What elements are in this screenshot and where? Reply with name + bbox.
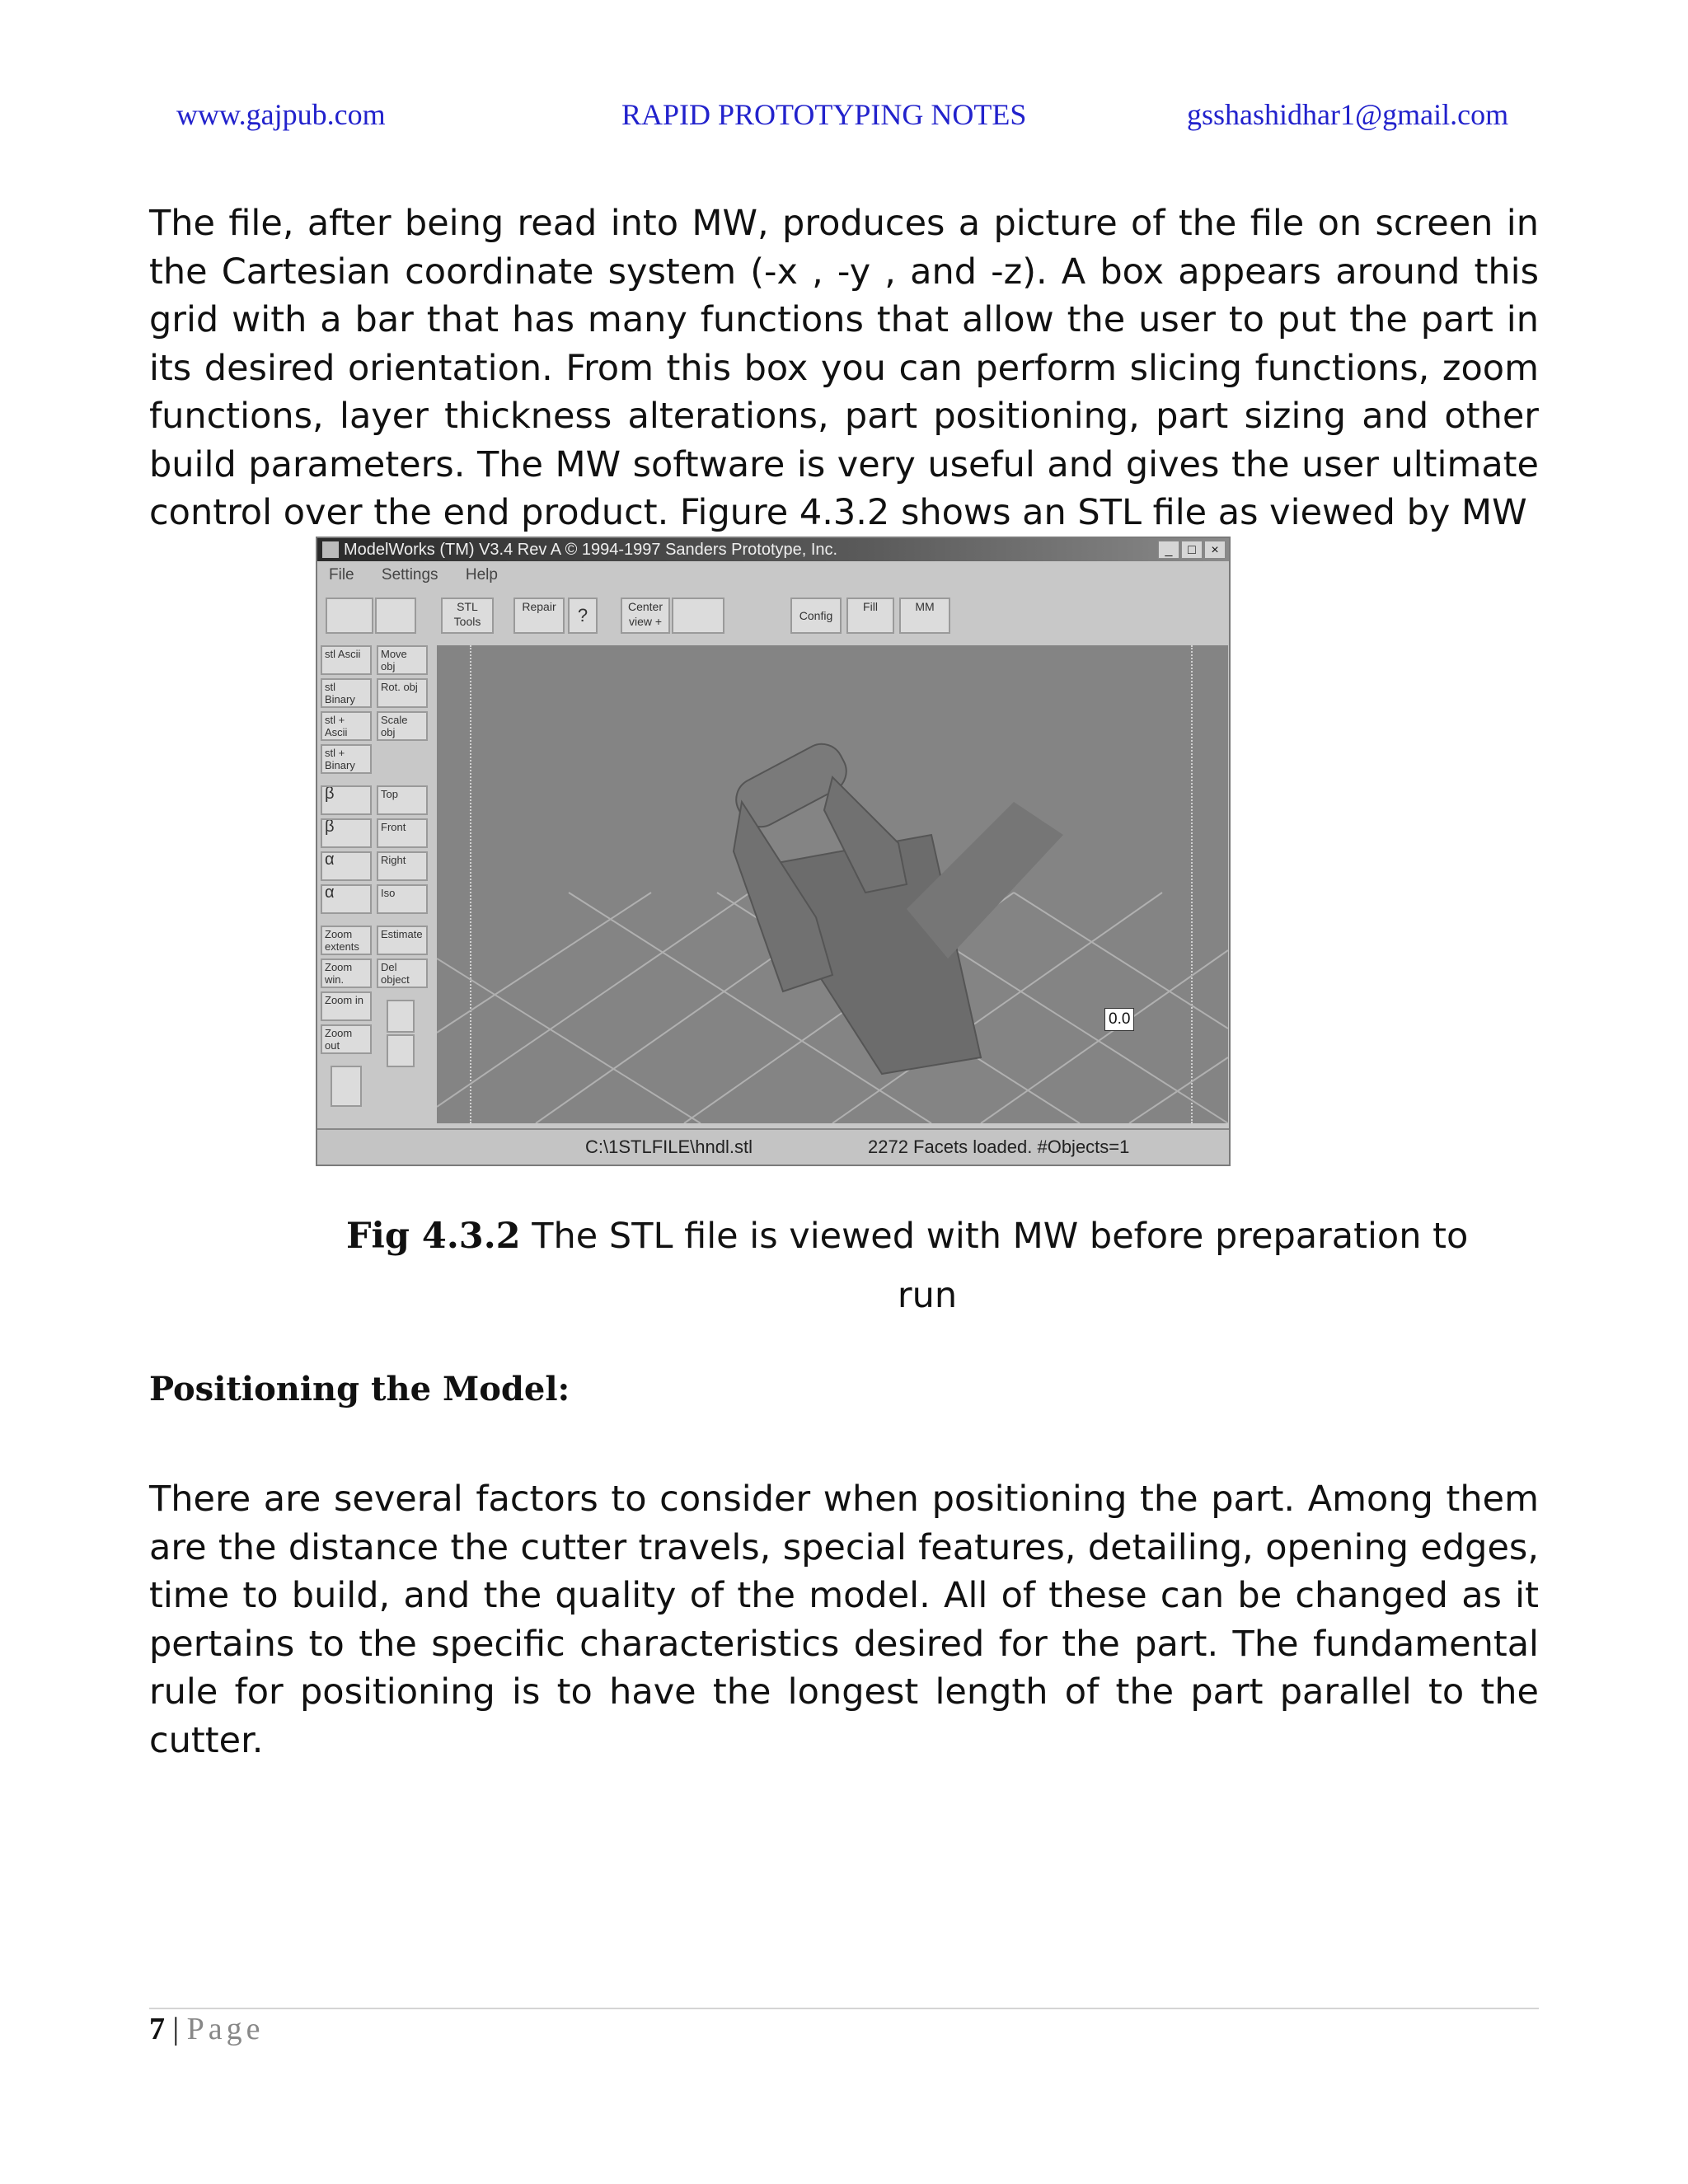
menu-help[interactable]: Help [465, 566, 498, 583]
build-grid [437, 645, 1228, 1123]
toolbar-mm-button[interactable]: MM [899, 598, 950, 634]
stl-plus-binary-button[interactable]: stl + Binary [321, 744, 372, 774]
header-email[interactable]: gsshashidhar1@gmail.com [1187, 98, 1509, 131]
close-button[interactable]: × [1204, 541, 1226, 559]
stl-binary-button[interactable]: stl Binary [321, 678, 372, 708]
stl-plus-ascii-button[interactable]: stl + Ascii [321, 711, 372, 741]
body-paragraph-2: There are several factors to consider when positioning the part. Among them are the distance the cutter travels, special features, detailing, opening edges, time to build, and the quality of the model. All of these can be changed as it pertains to the specific characteristics desired for the part. The fundamental rule for positioning is to have the longest length of the part parallel to the cutter. [149, 1479, 1539, 1761]
page-number: 7 [149, 2012, 165, 2046]
toolbar-cut-icon[interactable] [672, 598, 724, 634]
view-right-button[interactable]: Right [377, 851, 428, 881]
app-icon [322, 541, 339, 558]
alpha-rotate-button-1[interactable]: α [321, 851, 372, 881]
window-titlebar [317, 538, 1229, 561]
page-header [0, 97, 1688, 138]
view-front-button[interactable]: Front [377, 818, 428, 848]
caption-text-line-1: The STL file is viewed with MW before preparation to [532, 1216, 1469, 1257]
menu-file[interactable]: File [329, 566, 354, 583]
menu-bar [317, 563, 1229, 588]
page-word: Page [186, 2012, 265, 2046]
window-controls [1158, 541, 1226, 559]
view-iso-button[interactable]: Iso [377, 884, 428, 914]
caption-text-line-2: run [897, 1275, 958, 1316]
status-file-path: C:\1STLFILE\hndl.stl [585, 1137, 753, 1157]
beta-rotate-button-2[interactable]: β [321, 818, 372, 848]
stl-ascii-button[interactable]: stl Ascii [321, 645, 372, 675]
toolbar-fill-button[interactable]: Fill [846, 598, 894, 634]
toolbar-part-icon[interactable] [375, 598, 416, 634]
footer-separator: | [165, 2012, 187, 2046]
layer-down-icon[interactable] [387, 1034, 415, 1067]
footer-divider [149, 2008, 1539, 2009]
menu-settings[interactable]: Settings [381, 566, 438, 583]
toolbar-open-icon[interactable] [326, 598, 373, 634]
tool-sidebar [321, 645, 434, 1123]
slice-icon[interactable] [331, 1066, 362, 1107]
stl-part-model [729, 737, 1063, 1074]
view-top-button[interactable]: Top [377, 785, 428, 815]
alpha-rotate-button-2[interactable]: α [321, 884, 372, 914]
page-footer [149, 2011, 264, 2047]
zoom-in-button[interactable]: Zoom in [321, 991, 372, 1021]
toolbar-help-button[interactable]: ? [568, 598, 598, 634]
figure-label: Fig 4.3.2 [346, 1216, 521, 1257]
beta-rotate-button-1[interactable]: β [321, 785, 372, 815]
status-facets-info: 2272 Facets loaded. #Objects=1 [868, 1137, 1130, 1157]
zoom-window-button[interactable]: Zoom win. [321, 958, 372, 988]
figure-caption [346, 1207, 1508, 1325]
estimate-button[interactable]: Estimate [377, 926, 428, 955]
layer-up-icon[interactable] [387, 1000, 415, 1033]
delete-object-button[interactable]: Del object [377, 958, 428, 988]
section-heading: Positioning the Model: [149, 1370, 570, 1408]
toolbar-config-button[interactable]: Config [790, 598, 842, 634]
window-title: ModelWorks (TM) V3.4 Rev A © 1994-1997 Sanders Prototype, Inc. [344, 541, 838, 559]
model-viewport[interactable] [437, 645, 1228, 1123]
rotate-object-button[interactable]: Rot. obj [377, 678, 428, 708]
zoom-extents-button[interactable]: Zoom extents [321, 926, 372, 955]
toolbar-repair-button[interactable]: Repair [513, 598, 565, 634]
status-bar [317, 1128, 1229, 1165]
toolbar-stl-tools-button[interactable]: STL Tools [441, 598, 494, 634]
zoom-out-button[interactable]: Zoom out [321, 1024, 372, 1054]
toolbar [322, 593, 1224, 640]
body-paragraph-1: The file, after being read into MW, produces a picture of the file on screen in the Cartesian coordinate system (-x , -y , and -z). A box appears around this grid with a bar that has many functions that allow the user to put the part in its desired orientation. From this box you can perform slicing functions, zoom functions, layer thickness alterations, part positioning, part sizing and other build parameters. The MW software is very useful and gives the user ultimate control over the end product. Figure 4.3.2 shows an STL file as viewed by MW [149, 203, 1539, 533]
minimize-button[interactable]: _ [1158, 541, 1179, 559]
header-website[interactable]: www.gajpub.com [176, 98, 386, 131]
modelworks-screenshot [316, 537, 1231, 1166]
scale-object-button[interactable]: Scale obj [377, 711, 428, 741]
header-title: RAPID PROTOTYPING NOTES [621, 98, 1027, 131]
maximize-button[interactable]: □ [1181, 541, 1203, 559]
move-object-button[interactable]: Move obj [377, 645, 428, 675]
toolbar-center-view-button[interactable]: Center view + [621, 598, 670, 634]
coordinate-readout: 0.0 [1104, 1008, 1134, 1031]
